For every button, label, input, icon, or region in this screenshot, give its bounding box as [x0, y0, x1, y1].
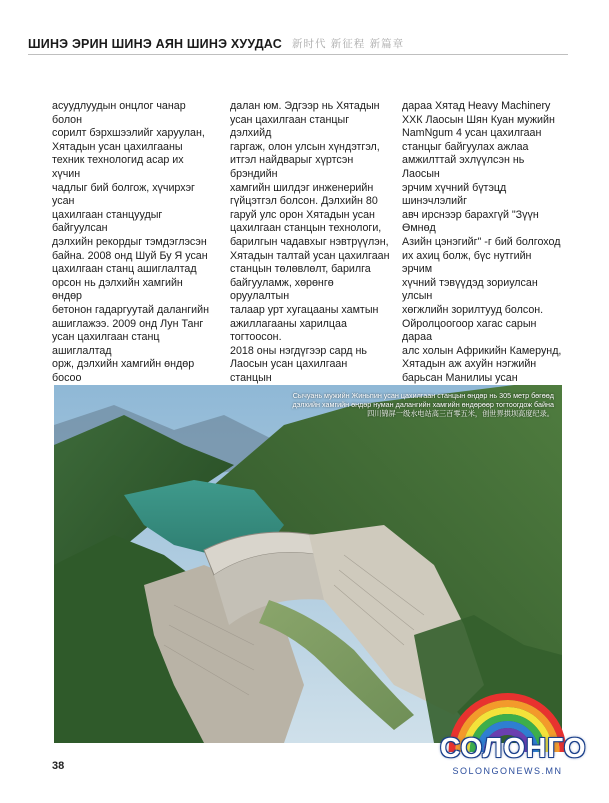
page-number: 38 — [52, 760, 65, 772]
article-column-1: асуудлуудын онцлог чанар болон сорилт бэрхшээлийг харуулан, Хятадын усан цахилгааны техник технологид асар их хүчин чадлыг бий болгож, хүчирхэг усан цахилгаан станцуудыг байгуулсан дэлхийн рекордыг тэмдэглэсэн байна. 2008 онд Шуй Бу Я усан цахилгаан станц ашиглалтад орсон нь дэлхийн хамгийн өндөр бетонон гадаргуутай далангийн ашиглажээ. 2009 онд Лун Танг усан цахилгаан станц ашиглалтад орж, дэлхийн хамгийн өндөр босоо — [52, 100, 210, 384]
article-body — [52, 100, 562, 385]
header-subtitle: 新时代 新征程 新篇章 — [291, 38, 405, 50]
caption-line: Сычуань мужийн Жиньпин усан цахилгаан станцын өндөр нь 305 метр бөгөөд — [292, 391, 554, 400]
logo-url: SOLONGONEWS.MN — [452, 766, 563, 776]
header-title: ШИНЭ ЭРИН ШИНЭ АЯН ШИНЭ ХУУДАС — [28, 37, 282, 51]
page-header — [28, 34, 568, 55]
logo-wordmark: СОЛОНГО — [440, 732, 587, 763]
caption-line: дэлхийн хамгийн өндөр нуман далангийн хамгийн өндөрөөр тогтоогдож байна — [292, 400, 554, 410]
photo-caption — [234, 391, 554, 419]
article-column-3: дараа Хятад Heavy Machinery ХХК Лаосын Шян Куан мужийн NamNgum 4 усан цахилгаан станцыг байгуулах ажлаа амжилттай эхлүүлсэн нь Лаосын эрчим хүчний бүтэцд шинэчлэлийг авч ирснээр барахгүй "Зүүн Өмнөд Азийн цэнэгийг" -г бий болгоход их ахиц болж, бүс нутгийн эрчим хүчний тэвүүдэд зориулсан улсын хөгжлийн зорилтууд болсон. Ойролцоогоор хагас сарын дараа алс холын Африкийн Камерунд, Хятадын аж ахуйн нэгжийн барьсан Манилиы усан — [402, 100, 562, 384]
article-column-2: далан юм. Эдгээр нь Хятадын усан цахилгаан станцыг дэлхийд гаргаж, олон улсын хүндэтгэл, итгэл найдварыг хүртсэн брэндийн хамгийн шилдэг инженерийн гүйцэтгэл болсон. Дэлхийн 80 гаруй улс орон Хятадын усан цахилгаан станцын технологи, барилгын чадавхыг нэвтрүүлэн, Хятадын талтай усан цахилгаан станцын төлөвлөлт, барилга байгууламж, хөрөнгө оруулалтын талаар урт хугацааны хамтын ажиллагааны харилцаа тогтоосон. 2018 оны нэгдүгээр сард нь Лаосын усан цахилгаан станцын — [230, 100, 390, 384]
caption-line: 四川锦屏一级水电站高三百零五米，创世界拱坝高度纪录。 — [367, 409, 554, 419]
solongo-logo — [440, 690, 587, 785]
